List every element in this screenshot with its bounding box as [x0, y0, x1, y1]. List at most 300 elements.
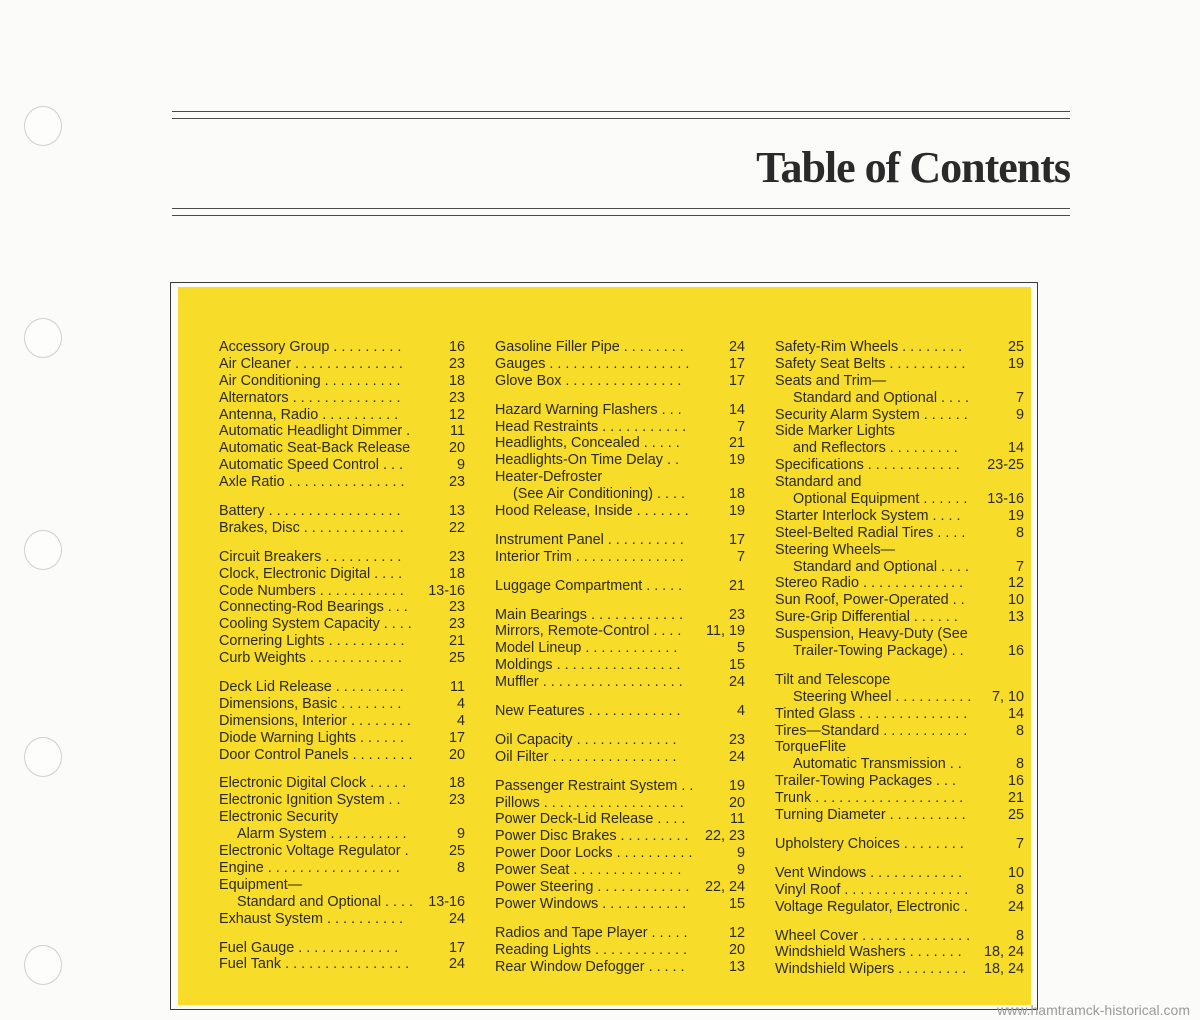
entry-page: 24 — [728, 674, 745, 691]
page-title: Table of Contents — [756, 143, 1070, 192]
contents-entry — [495, 862, 745, 879]
contents-entry — [219, 877, 465, 894]
entry-label: Power Deck-Lid Release . . . . — [495, 811, 686, 828]
contents-entry — [495, 795, 745, 812]
entry-page: 7 — [736, 418, 745, 435]
contents-entry — [219, 775, 465, 792]
entry-page: 23 — [448, 792, 465, 809]
contents-entry — [219, 747, 465, 764]
entry-label: Reading Lights . . . . . . . . . . . . — [495, 941, 687, 958]
entry-label: Cooling System Capacity . . . . — [219, 616, 412, 633]
contents-entry — [775, 440, 1024, 457]
entry-page: 23 — [448, 599, 465, 616]
entry-page: 11 — [730, 811, 745, 828]
contents-entry — [775, 559, 1024, 576]
entry-label: Main Bearings . . . . . . . . . . . . — [495, 606, 683, 623]
contents-entry — [219, 616, 465, 633]
entry-page: 11, 19 — [706, 623, 745, 640]
binder-hole — [24, 737, 62, 777]
contents-entry — [219, 583, 465, 600]
contents-entry — [219, 911, 465, 928]
contents-entry — [775, 542, 1024, 559]
entry-label: Safety Seat Belts . . . . . . . . . . — [775, 355, 966, 372]
entry-label: Vinyl Roof . . . . . . . . . . . . . . . . — [775, 881, 969, 898]
entry-label: Exhaust System . . . . . . . . . . — [219, 910, 403, 927]
entry-page: 19 — [1007, 507, 1024, 524]
entry-page: 18 — [728, 486, 745, 503]
contents-entry — [219, 826, 465, 843]
entry-page: 9 — [1015, 406, 1024, 423]
entry-page: 14 — [1007, 440, 1024, 457]
entry-page: 9 — [456, 457, 465, 474]
contents-entry — [775, 944, 1024, 961]
contents-entry — [495, 607, 745, 624]
entry-label: Headlights-On Time Delay . . — [495, 452, 679, 469]
contents-entry — [495, 419, 745, 436]
entry-label: Alternators . . . . . . . . . . . . . . — [219, 389, 401, 406]
entry-label: Pillows . . . . . . . . . . . . . . . . . . — [495, 794, 684, 811]
entry-label: Engine . . . . . . . . . . . . . . . . . — [219, 859, 400, 876]
entry-label: Standard and — [775, 474, 862, 491]
contents-entry — [495, 828, 745, 845]
entry-label: Fuel Gauge . . . . . . . . . . . . . — [219, 939, 399, 956]
contents-column-2 — [495, 339, 745, 976]
entry-label: TorqueFlite — [775, 739, 847, 756]
contents-entry — [775, 865, 1024, 882]
entry-label: Trailer-Towing Packages . . . — [775, 773, 957, 790]
entry-label: Luggage Compartment . . . . . — [495, 577, 683, 594]
entry-page: 13 — [728, 958, 745, 975]
entry-page: 12 — [448, 406, 465, 423]
entry-label: Automatic Seat-Back Release — [219, 440, 411, 457]
entry-label: Muffler . . . . . . . . . . . . . . . . . . — [495, 674, 683, 691]
entry-page: 25 — [1007, 807, 1024, 824]
contents-entry — [775, 739, 1024, 756]
contents-entry — [495, 339, 745, 356]
entry-label: Windshield Wipers . . . . . . . . . — [775, 961, 967, 978]
entry-label: Dimensions, Basic . . . . . . . . — [219, 695, 402, 712]
entry-page: 9 — [456, 826, 465, 843]
contents-entry — [219, 599, 465, 616]
entry-label: Automatic Transmission . . — [793, 756, 962, 773]
entry-page: 19 — [728, 503, 745, 520]
entry-page: 9 — [736, 845, 745, 862]
entry-page: 19 — [1007, 355, 1024, 372]
contents-entry — [495, 503, 745, 520]
entry-page: 13-16 — [428, 582, 465, 599]
entry-label: Equipment— — [219, 876, 303, 893]
contents-entry — [775, 756, 1024, 773]
contents-entry — [219, 713, 465, 730]
entry-page: 19 — [728, 452, 745, 469]
entry-label: Voltage Regulator, Electronic . — [775, 898, 968, 915]
entry-label: Dimensions, Interior . . . . . . . . — [219, 712, 411, 729]
entry-page: 17 — [448, 939, 465, 956]
contents-entry — [495, 657, 745, 674]
entry-page: 19 — [728, 777, 745, 794]
entry-label: Safety-Rim Wheels . . . . . . . . — [775, 339, 963, 355]
contents-entry — [495, 942, 745, 959]
entry-label: Trunk . . . . . . . . . . . . . . . . . . . — [775, 790, 964, 807]
entry-label: Model Lineup . . . . . . . . . . . . — [495, 640, 678, 657]
entry-page: 17 — [728, 372, 745, 389]
contents-entry — [775, 592, 1024, 609]
entry-label: Battery . . . . . . . . . . . . . . . . . — [219, 503, 401, 520]
entry-page: 16 — [1007, 773, 1024, 790]
entry-page: 13-16 — [987, 491, 1024, 508]
entry-page: 20 — [448, 440, 465, 457]
header-rule-top — [172, 111, 1070, 112]
contents-entry — [775, 407, 1024, 424]
entry-page: 25 — [448, 843, 465, 860]
entry-page: 10 — [1007, 864, 1024, 881]
entry-page: 16 — [1007, 643, 1024, 660]
contents-entry — [775, 525, 1024, 542]
entry-page: 11 — [450, 679, 465, 696]
contents-entry — [775, 491, 1024, 508]
entry-label: Power Steering . . . . . . . . . . . . — [495, 879, 690, 896]
entry-page: 7 — [1015, 835, 1024, 852]
entry-label: Oil Filter . . . . . . . . . . . . . . . . — [495, 748, 677, 765]
contents-entry — [775, 390, 1024, 407]
contents-entry — [219, 503, 465, 520]
contents-entry — [775, 423, 1024, 440]
entry-label: Antenna, Radio . . . . . . . . . . — [219, 406, 399, 423]
entry-page: 23 — [448, 474, 465, 491]
contents-entry — [495, 811, 745, 828]
entry-page: 8 — [1015, 881, 1024, 898]
entry-label: Clock, Electronic Digital . . . . — [219, 565, 403, 582]
entry-label: Electronic Ignition System . . — [219, 792, 401, 809]
contents-entry — [219, 730, 465, 747]
entry-label: Upholstery Choices . . . . . . . . — [775, 835, 964, 852]
header-rule-bottom-2 — [172, 215, 1070, 216]
contents-entry — [495, 578, 745, 595]
contents-entry — [775, 339, 1024, 356]
entry-page: 14 — [1007, 705, 1024, 722]
contents-entry — [495, 356, 745, 373]
entry-page: 22, 24 — [704, 879, 745, 896]
entry-page: 12 — [1007, 575, 1024, 592]
entry-page: 14 — [728, 401, 745, 418]
contents-entry — [775, 723, 1024, 740]
entry-label: Standard and Optional . . . . — [793, 558, 969, 575]
entry-page: 24 — [728, 339, 745, 355]
entry-label: Windshield Washers . . . . . . . — [775, 944, 962, 961]
entry-label: Steering Wheels— — [775, 541, 895, 558]
entry-page: 8 — [1015, 524, 1024, 541]
entry-page: 21 — [448, 633, 465, 650]
entry-label: Tinted Glass . . . . . . . . . . . . . . — [775, 705, 968, 722]
entry-label: Automatic Speed Control . . . — [219, 457, 403, 474]
contents-entry — [495, 896, 745, 913]
contents-entry — [495, 486, 745, 503]
contents-entry — [495, 469, 745, 486]
contents-entry — [219, 650, 465, 667]
entry-label: Power Windows . . . . . . . . . . . — [495, 895, 687, 912]
entry-page: 25 — [448, 650, 465, 667]
entry-page: 13-16 — [428, 893, 465, 910]
entry-label: Power Seat . . . . . . . . . . . . . . — [495, 862, 682, 879]
entry-page: 11 — [450, 423, 465, 440]
contents-entry — [495, 373, 745, 390]
contents-entry — [495, 925, 745, 942]
entry-label: Wheel Cover . . . . . . . . . . . . . . — [775, 927, 971, 944]
contents-entry — [775, 356, 1024, 373]
entry-label: (See Air Conditioning) . . . . — [513, 486, 685, 503]
entry-page: 24 — [448, 910, 465, 927]
entry-page: 23 — [448, 548, 465, 565]
entry-label: Sure-Grip Differential . . . . . . — [775, 609, 958, 626]
entry-label: Code Numbers . . . . . . . . . . . — [219, 582, 404, 599]
entry-page: 23 — [448, 389, 465, 406]
contents-entry — [775, 836, 1024, 853]
entry-page: 15 — [728, 657, 745, 674]
entry-page: 8 — [1015, 927, 1024, 944]
entry-label: Air Conditioning . . . . . . . . . . — [219, 372, 401, 389]
contents-entry — [775, 672, 1024, 689]
contents-entry — [775, 474, 1024, 491]
entry-label: Stereo Radio . . . . . . . . . . . . . — [775, 575, 963, 592]
entry-label: Power Door Locks . . . . . . . . . . — [495, 845, 693, 862]
entry-page: 13 — [448, 503, 465, 520]
entry-page: 18 — [448, 565, 465, 582]
contents-entry — [775, 773, 1024, 790]
entry-label: Rear Window Defogger . . . . . — [495, 958, 685, 975]
contents-entry — [775, 609, 1024, 626]
contents-entry — [775, 928, 1024, 945]
contents-entry — [495, 703, 745, 720]
contents-entry — [219, 679, 465, 696]
contents-entry — [775, 457, 1024, 474]
entry-page: 24 — [448, 956, 465, 973]
entry-label: Standard and Optional . . . . — [793, 389, 969, 406]
entry-label: Standard and Optional . . . . — [237, 893, 413, 910]
entry-label: Fuel Tank . . . . . . . . . . . . . . . . — [219, 956, 410, 973]
entry-page: 21 — [728, 577, 745, 594]
contents-entry — [495, 435, 745, 452]
entry-page: 17 — [728, 355, 745, 372]
contents-entry — [219, 809, 465, 826]
contents-entry — [495, 845, 745, 862]
entry-page: 8 — [1015, 722, 1024, 739]
entry-page: 18 — [448, 775, 465, 792]
contents-entry — [495, 674, 745, 691]
contents-entry — [495, 402, 745, 419]
contents-entry — [775, 508, 1024, 525]
contents-entry — [219, 956, 465, 973]
entry-label: Brakes, Disc . . . . . . . . . . . . . — [219, 519, 404, 536]
entry-page: 15 — [728, 895, 745, 912]
entry-label: Optional Equipment . . . . . . — [793, 491, 968, 508]
entry-label: Deck Lid Release . . . . . . . . . — [219, 679, 404, 696]
entry-label: Automatic Headlight Dimmer . — [219, 423, 411, 440]
entry-page: 23 — [448, 616, 465, 633]
contents-entry — [219, 860, 465, 877]
contents-entry — [775, 961, 1024, 978]
entry-label: Security Alarm System . . . . . . — [775, 406, 968, 423]
contents-entry — [219, 440, 465, 457]
contents-entry — [219, 520, 465, 537]
entry-label: Oil Capacity . . . . . . . . . . . . . — [495, 731, 677, 748]
entry-page: 24 — [728, 748, 745, 765]
contents-entry — [219, 423, 465, 440]
contents-entry — [219, 339, 465, 356]
entry-label: Axle Ratio . . . . . . . . . . . . . . . — [219, 474, 405, 491]
entry-label: Alarm System . . . . . . . . . . — [237, 826, 407, 843]
entry-label: Circuit Breakers . . . . . . . . . . — [219, 548, 402, 565]
entry-label: Electronic Voltage Regulator . — [219, 843, 409, 860]
contents-entry — [219, 633, 465, 650]
entry-label: Air Cleaner . . . . . . . . . . . . . . — [219, 355, 403, 372]
contents-entry — [775, 626, 1024, 643]
entry-page: 17 — [728, 531, 745, 548]
entry-label: Gasoline Filler Pipe . . . . . . . . — [495, 339, 684, 355]
entry-label: New Features . . . . . . . . . . . . — [495, 703, 681, 720]
entry-page: 5 — [736, 640, 745, 657]
entry-page: 21 — [728, 435, 745, 452]
contents-entry — [775, 807, 1024, 824]
entry-label: Sun Roof, Power-Operated . . — [775, 592, 965, 609]
entry-label: Specifications . . . . . . . . . . . . — [775, 457, 960, 474]
entry-label: Gauges . . . . . . . . . . . . . . . . . . — [495, 355, 690, 372]
entry-label: Glove Box . . . . . . . . . . . . . . . — [495, 372, 682, 389]
entry-page: 21 — [1007, 790, 1024, 807]
contents-column-3 — [775, 339, 1024, 978]
entry-label: Mirrors, Remote-Control . . . . — [495, 623, 682, 640]
contents-entry — [219, 474, 465, 491]
contents-entry — [775, 643, 1024, 660]
entry-label: Power Disc Brakes . . . . . . . . . — [495, 828, 689, 845]
entry-label: Interior Trim . . . . . . . . . . . . . . — [495, 548, 684, 565]
contents-entry — [775, 575, 1024, 592]
contents-entry — [495, 532, 745, 549]
contents-entry — [495, 452, 745, 469]
entry-page: 12 — [728, 924, 745, 941]
entry-page: 20 — [448, 746, 465, 763]
entry-page: 4 — [736, 703, 745, 720]
entry-page: 8 — [1015, 756, 1024, 773]
contents-entry — [775, 373, 1024, 390]
header-rule-top-2 — [172, 118, 1070, 119]
entry-label: Cornering Lights . . . . . . . . . . — [219, 633, 405, 650]
contents-entry — [219, 566, 465, 583]
entry-page: 20 — [728, 794, 745, 811]
entry-page: 18, 24 — [983, 961, 1024, 978]
contents-entry — [775, 706, 1024, 723]
entry-label: Steering Wheel . . . . . . . . . . — [793, 688, 972, 705]
entry-label: Head Restraints . . . . . . . . . . . — [495, 418, 687, 435]
entry-label: Steel-Belted Radial Tires . . . . — [775, 524, 966, 541]
contents-entry — [495, 959, 745, 976]
contents-entry — [219, 549, 465, 566]
entry-label: Diode Warning Lights . . . . . . — [219, 729, 405, 746]
binder-hole — [24, 530, 62, 570]
entry-label: Suspension, Heavy-Duty (See — [775, 626, 968, 643]
entry-label: Curb Weights . . . . . . . . . . . . — [219, 650, 402, 667]
entry-page: 13 — [1007, 609, 1024, 626]
entry-page: 16 — [448, 339, 465, 355]
contents-entry — [219, 894, 465, 911]
entry-page: 24 — [1007, 898, 1024, 915]
entry-page: 23 — [728, 731, 745, 748]
entry-page: 20 — [728, 941, 745, 958]
entry-label: Connecting-Rod Bearings . . . — [219, 599, 408, 616]
entry-label: Turning Diameter . . . . . . . . . . — [775, 807, 966, 824]
contents-entry — [219, 940, 465, 957]
entry-label: Hood Release, Inside . . . . . . . — [495, 503, 689, 520]
entry-page: 22 — [448, 519, 465, 536]
contents-entry — [219, 457, 465, 474]
contents-entry — [495, 640, 745, 657]
entry-label: Tires—Standard . . . . . . . . . . . — [775, 722, 968, 739]
entry-label: Radios and Tape Player . . . . . — [495, 924, 688, 941]
entry-page: 4 — [456, 712, 465, 729]
contents-entry — [219, 373, 465, 390]
entry-page: 23-25 — [987, 457, 1024, 474]
entry-label: Side Marker Lights — [775, 423, 895, 440]
contents-entry — [219, 356, 465, 373]
contents-entry — [219, 792, 465, 809]
entry-page: 8 — [456, 859, 465, 876]
entry-label: Starter Interlock System . . . . — [775, 507, 961, 524]
entry-page: 9 — [736, 862, 745, 879]
entry-label: Moldings . . . . . . . . . . . . . . . . — [495, 657, 681, 674]
entry-page: 7 — [1015, 389, 1024, 406]
entry-page: 18 — [448, 372, 465, 389]
entry-page: 7 — [736, 548, 745, 565]
contents-entry — [775, 882, 1024, 899]
entry-page: 10 — [1007, 592, 1024, 609]
header-rule-bottom — [172, 208, 1070, 209]
entry-label: Seats and Trim— — [775, 372, 887, 389]
entry-page: 22, 23 — [704, 828, 745, 845]
entry-page: 18, 24 — [983, 944, 1024, 961]
contents-entry — [495, 879, 745, 896]
contents-column-1 — [219, 339, 465, 973]
entry-page: 7 — [1015, 558, 1024, 575]
entry-label: Instrument Panel . . . . . . . . . . — [495, 531, 684, 548]
binder-hole — [24, 945, 62, 985]
entry-label: Accessory Group . . . . . . . . . — [219, 339, 402, 355]
entry-page: 4 — [456, 695, 465, 712]
entry-label: Electronic Security — [219, 809, 339, 826]
entry-label: Door Control Panels . . . . . . . . — [219, 746, 413, 763]
entry-label: Hazard Warning Flashers . . . — [495, 401, 682, 418]
contents-entry — [495, 732, 745, 749]
entry-label: Trailer-Towing Package) . . — [793, 643, 964, 660]
watermark: www.hamtramck-historical.com — [997, 1002, 1190, 1018]
entry-page: 7, 10 — [991, 688, 1024, 705]
entry-label: Passenger Restraint System . . — [495, 777, 694, 794]
entry-label: Heater-Defroster — [495, 469, 603, 486]
contents-entry — [495, 623, 745, 640]
entry-label: and Reflectors . . . . . . . . . — [793, 440, 958, 457]
entry-label: Tilt and Telescope — [775, 671, 891, 688]
contents-entry — [495, 749, 745, 766]
contents-entry — [775, 790, 1024, 807]
contents-entry — [775, 689, 1024, 706]
contents-entry — [219, 843, 465, 860]
entry-page: 23 — [728, 606, 745, 623]
contents-entry — [775, 899, 1024, 916]
contents-entry — [495, 549, 745, 566]
entry-label: Headlights, Concealed . . . . . — [495, 435, 680, 452]
entry-label: Vent Windows . . . . . . . . . . . . — [775, 864, 963, 881]
entry-page: 25 — [1007, 339, 1024, 355]
entry-label: Electronic Digital Clock . . . . . — [219, 775, 407, 792]
entry-page: 23 — [448, 355, 465, 372]
